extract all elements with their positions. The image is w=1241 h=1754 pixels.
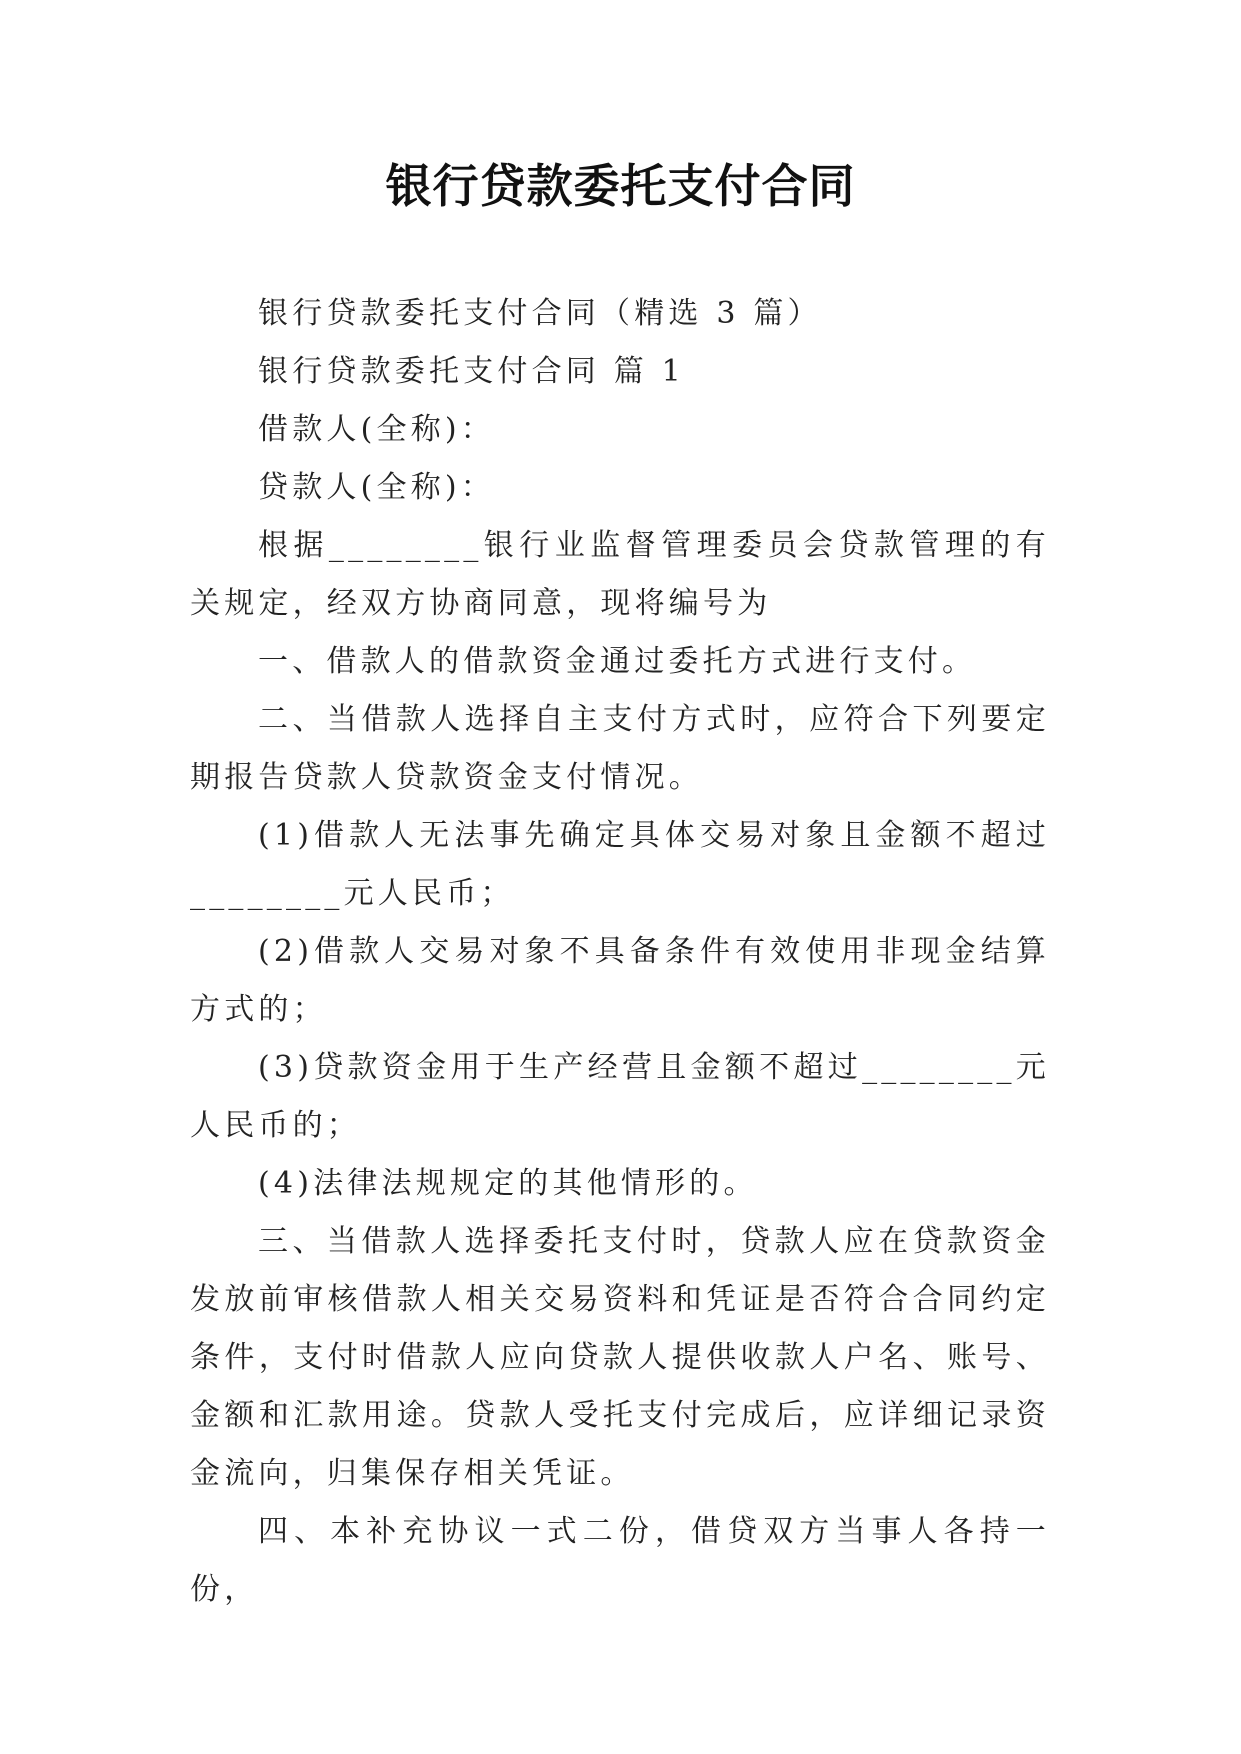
paragraph-item-2: (2)借款人交易对象不具备条件有效使用非现金结算方式的； [190,934,1050,1027]
paragraph-clause-3: 三、当借款人选择委托支付时，贷款人应在贷款资金发放前审核借款人相关交易资料和凭证是否符合合同约定条件，支付时借款人应向贷款人提供收款人户名、账号、金额和汇款用途。贷款人受托支付完成后，应详细记录资金流向，归集保存相关凭证。 [190,1224,1050,1491]
paragraph-section-heading: 银行贷款委托支付合同 篇 1 [258,354,685,389]
paragraph-lender: 贷款人(全称)： [258,470,496,505]
paragraph-borrower: 借款人(全称)： [258,412,496,447]
paragraph-item-1: (1)借款人无法事先确定具体交易对象且金额不超过________元人民币； [190,818,1050,911]
paragraph-subtitle: 银行贷款委托支付合同（精选 3 篇） [258,296,822,331]
paragraph-clause-4: 四、本补充协议一式二份，借贷双方当事人各持一份， [190,1514,1050,1607]
paragraph-basis: 根据________银行业监督管理委员会贷款管理的有关规定，经双方协商同意，现将编号为 [190,528,1050,621]
paragraph-item-4: (4)法律法规规定的其他情形的。 [258,1166,758,1201]
paragraph-clause-2: 二、当借款人选择自主支付方式时，应符合下列要定期报告贷款人贷款资金支付情况。 [190,702,1050,795]
paragraph-clause-1: 一、借款人的借款资金通过委托方式进行支付。 [258,644,977,679]
paragraph-item-3: (3)贷款资金用于生产经营且金额不超过________元人民币的； [190,1050,1050,1143]
document-title: 银行贷款委托支付合同 [385,159,856,213]
document-body [190,285,1050,1619]
